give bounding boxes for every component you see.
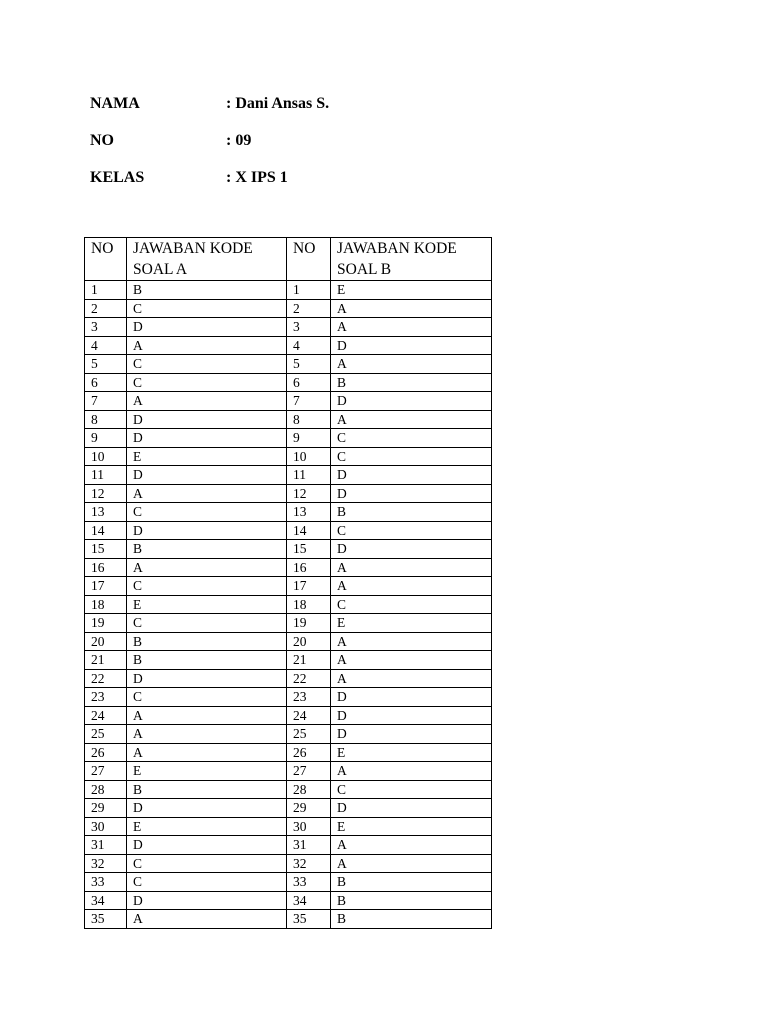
header-answer-b: JAWABAN KODE SOAL B	[331, 238, 492, 281]
cell-answer-b: C	[331, 429, 492, 448]
cell-answer-b: A	[331, 558, 492, 577]
cell-no-b: 2	[287, 299, 331, 318]
cell-no-a: 22	[85, 669, 127, 688]
table-row	[85, 521, 492, 540]
cell-answer-a: E	[127, 817, 287, 836]
cell-no-a: 30	[85, 817, 127, 836]
cell-no-b: 9	[287, 429, 331, 448]
cell-no-a: 14	[85, 521, 127, 540]
cell-no-a: 18	[85, 595, 127, 614]
cell-no-b: 32	[287, 854, 331, 873]
cell-no-b: 1	[287, 281, 331, 300]
cell-no-a: 24	[85, 706, 127, 725]
cell-no-a: 32	[85, 854, 127, 873]
cell-answer-a: C	[127, 355, 287, 374]
cell-no-a: 10	[85, 447, 127, 466]
cell-no-a: 4	[85, 336, 127, 355]
cell-answer-a: B	[127, 651, 287, 670]
cell-answer-a: C	[127, 503, 287, 522]
cell-answer-b: A	[331, 632, 492, 651]
cell-answer-b: A	[331, 836, 492, 855]
cell-answer-a: A	[127, 392, 287, 411]
cell-answer-b: B	[331, 373, 492, 392]
cell-answer-b: C	[331, 521, 492, 540]
table-row	[85, 725, 492, 744]
cell-no-b: 4	[287, 336, 331, 355]
table-row	[85, 762, 492, 781]
cell-answer-b: A	[331, 577, 492, 596]
table-row	[85, 854, 492, 873]
cell-no-a: 34	[85, 891, 127, 910]
header-answer-a: JAWABAN KODE SOAL A	[127, 238, 287, 281]
cell-answer-a: A	[127, 910, 287, 929]
cell-answer-a: C	[127, 873, 287, 892]
cell-no-b: 29	[287, 799, 331, 818]
table-row	[85, 706, 492, 725]
cell-no-b: 8	[287, 410, 331, 429]
cell-no-a: 21	[85, 651, 127, 670]
cell-answer-a: D	[127, 799, 287, 818]
cell-no-b: 11	[287, 466, 331, 485]
cell-no-b: 19	[287, 614, 331, 633]
table-row	[85, 503, 492, 522]
cell-answer-a: D	[127, 466, 287, 485]
answer-key-table	[84, 237, 492, 929]
cell-no-a: 13	[85, 503, 127, 522]
cell-answer-b: A	[331, 410, 492, 429]
student-number-label: NO	[90, 132, 114, 149]
cell-answer-a: D	[127, 318, 287, 337]
table-row	[85, 688, 492, 707]
table-row	[85, 484, 492, 503]
table-row	[85, 466, 492, 485]
cell-answer-b: C	[331, 780, 492, 799]
cell-answer-b: D	[331, 392, 492, 411]
cell-no-b: 6	[287, 373, 331, 392]
cell-answer-b: A	[331, 355, 492, 374]
cell-answer-a: A	[127, 706, 287, 725]
cell-answer-a: C	[127, 614, 287, 633]
cell-answer-b: D	[331, 540, 492, 559]
cell-answer-a: E	[127, 447, 287, 466]
cell-no-b: 3	[287, 318, 331, 337]
cell-no-b: 30	[287, 817, 331, 836]
cell-answer-b: E	[331, 281, 492, 300]
student-name-value: : Dani Ansas S.	[226, 95, 330, 112]
cell-answer-a: C	[127, 373, 287, 392]
cell-no-a: 17	[85, 577, 127, 596]
cell-no-a: 12	[85, 484, 127, 503]
cell-answer-b: A	[331, 299, 492, 318]
cell-no-b: 24	[287, 706, 331, 725]
cell-no-a: 27	[85, 762, 127, 781]
cell-no-a: 20	[85, 632, 127, 651]
cell-no-b: 18	[287, 595, 331, 614]
cell-answer-a: B	[127, 540, 287, 559]
cell-no-a: 25	[85, 725, 127, 744]
cell-no-b: 25	[287, 725, 331, 744]
cell-no-b: 14	[287, 521, 331, 540]
table-row	[85, 577, 492, 596]
cell-answer-a: D	[127, 429, 287, 448]
cell-answer-b: D	[331, 725, 492, 744]
cell-no-a: 19	[85, 614, 127, 633]
cell-no-a: 26	[85, 743, 127, 762]
cell-answer-b: B	[331, 873, 492, 892]
table-row	[85, 410, 492, 429]
cell-no-b: 15	[287, 540, 331, 559]
table-row	[85, 447, 492, 466]
cell-answer-b: D	[331, 799, 492, 818]
cell-no-b: 10	[287, 447, 331, 466]
cell-answer-a: E	[127, 595, 287, 614]
cell-answer-b: A	[331, 762, 492, 781]
table-row	[85, 540, 492, 559]
table-header-row	[85, 238, 492, 281]
cell-no-a: 15	[85, 540, 127, 559]
table-row	[85, 281, 492, 300]
cell-no-b: 26	[287, 743, 331, 762]
table-row	[85, 392, 492, 411]
cell-answer-b: B	[331, 503, 492, 522]
cell-answer-a: C	[127, 299, 287, 318]
cell-answer-a: B	[127, 281, 287, 300]
cell-no-b: 23	[287, 688, 331, 707]
cell-answer-a: B	[127, 780, 287, 799]
cell-answer-b: D	[331, 336, 492, 355]
cell-no-b: 35	[287, 910, 331, 929]
cell-answer-b: A	[331, 854, 492, 873]
table-row	[85, 799, 492, 818]
cell-answer-a: D	[127, 891, 287, 910]
cell-answer-a: B	[127, 632, 287, 651]
cell-answer-b: D	[331, 466, 492, 485]
cell-no-b: 27	[287, 762, 331, 781]
cell-answer-b: A	[331, 318, 492, 337]
cell-answer-a: C	[127, 577, 287, 596]
cell-answer-b: C	[331, 447, 492, 466]
cell-answer-a: D	[127, 669, 287, 688]
cell-answer-a: A	[127, 484, 287, 503]
cell-no-b: 31	[287, 836, 331, 855]
cell-answer-a: A	[127, 725, 287, 744]
cell-no-a: 5	[85, 355, 127, 374]
cell-answer-a: A	[127, 336, 287, 355]
table-row	[85, 429, 492, 448]
cell-answer-b: D	[331, 688, 492, 707]
cell-answer-a: C	[127, 688, 287, 707]
table-row	[85, 614, 492, 633]
table-row	[85, 780, 492, 799]
cell-no-a: 8	[85, 410, 127, 429]
table-row	[85, 373, 492, 392]
cell-answer-a: D	[127, 521, 287, 540]
table-row	[85, 595, 492, 614]
cell-answer-a: D	[127, 836, 287, 855]
table-row	[85, 651, 492, 670]
cell-no-a: 29	[85, 799, 127, 818]
cell-no-a: 31	[85, 836, 127, 855]
cell-answer-b: C	[331, 595, 492, 614]
cell-no-b: 22	[287, 669, 331, 688]
cell-answer-b: E	[331, 614, 492, 633]
student-class-value: : X IPS 1	[226, 169, 288, 186]
cell-answer-a: C	[127, 854, 287, 873]
table-row	[85, 836, 492, 855]
table-row	[85, 743, 492, 762]
table-row	[85, 891, 492, 910]
table-row	[85, 873, 492, 892]
table-row	[85, 910, 492, 929]
table-row	[85, 558, 492, 577]
cell-no-b: 5	[287, 355, 331, 374]
table-row	[85, 817, 492, 836]
cell-no-b: 21	[287, 651, 331, 670]
cell-no-a: 28	[85, 780, 127, 799]
cell-no-a: 7	[85, 392, 127, 411]
cell-no-a: 3	[85, 318, 127, 337]
cell-answer-b: E	[331, 817, 492, 836]
cell-no-b: 12	[287, 484, 331, 503]
table-row	[85, 355, 492, 374]
student-number-value: : 09	[226, 132, 252, 149]
cell-no-a: 11	[85, 466, 127, 485]
cell-no-a: 16	[85, 558, 127, 577]
cell-no-a: 35	[85, 910, 127, 929]
table-row	[85, 318, 492, 337]
cell-no-a: 6	[85, 373, 127, 392]
cell-no-a: 9	[85, 429, 127, 448]
cell-answer-a: E	[127, 762, 287, 781]
cell-answer-b: D	[331, 706, 492, 725]
student-name-label: NAMA	[90, 95, 140, 112]
cell-no-b: 34	[287, 891, 331, 910]
table-row	[85, 299, 492, 318]
header-no-b: NO	[287, 238, 331, 281]
table-row	[85, 336, 492, 355]
cell-answer-b: B	[331, 910, 492, 929]
cell-no-b: 28	[287, 780, 331, 799]
cell-no-a: 23	[85, 688, 127, 707]
cell-no-b: 17	[287, 577, 331, 596]
cell-answer-a: D	[127, 410, 287, 429]
cell-no-b: 13	[287, 503, 331, 522]
cell-no-b: 16	[287, 558, 331, 577]
cell-no-a: 2	[85, 299, 127, 318]
header-no-a: NO	[85, 238, 127, 281]
cell-no-a: 33	[85, 873, 127, 892]
answer-rows	[85, 281, 492, 929]
table-row	[85, 669, 492, 688]
cell-no-b: 20	[287, 632, 331, 651]
table-row	[85, 632, 492, 651]
cell-no-a: 1	[85, 281, 127, 300]
cell-answer-b: A	[331, 651, 492, 670]
student-class-label: KELAS	[90, 169, 145, 186]
cell-no-b: 7	[287, 392, 331, 411]
cell-answer-b: D	[331, 484, 492, 503]
cell-answer-a: A	[127, 743, 287, 762]
cell-answer-b: E	[331, 743, 492, 762]
cell-answer-a: A	[127, 558, 287, 577]
cell-no-b: 33	[287, 873, 331, 892]
cell-answer-b: A	[331, 669, 492, 688]
cell-answer-b: B	[331, 891, 492, 910]
